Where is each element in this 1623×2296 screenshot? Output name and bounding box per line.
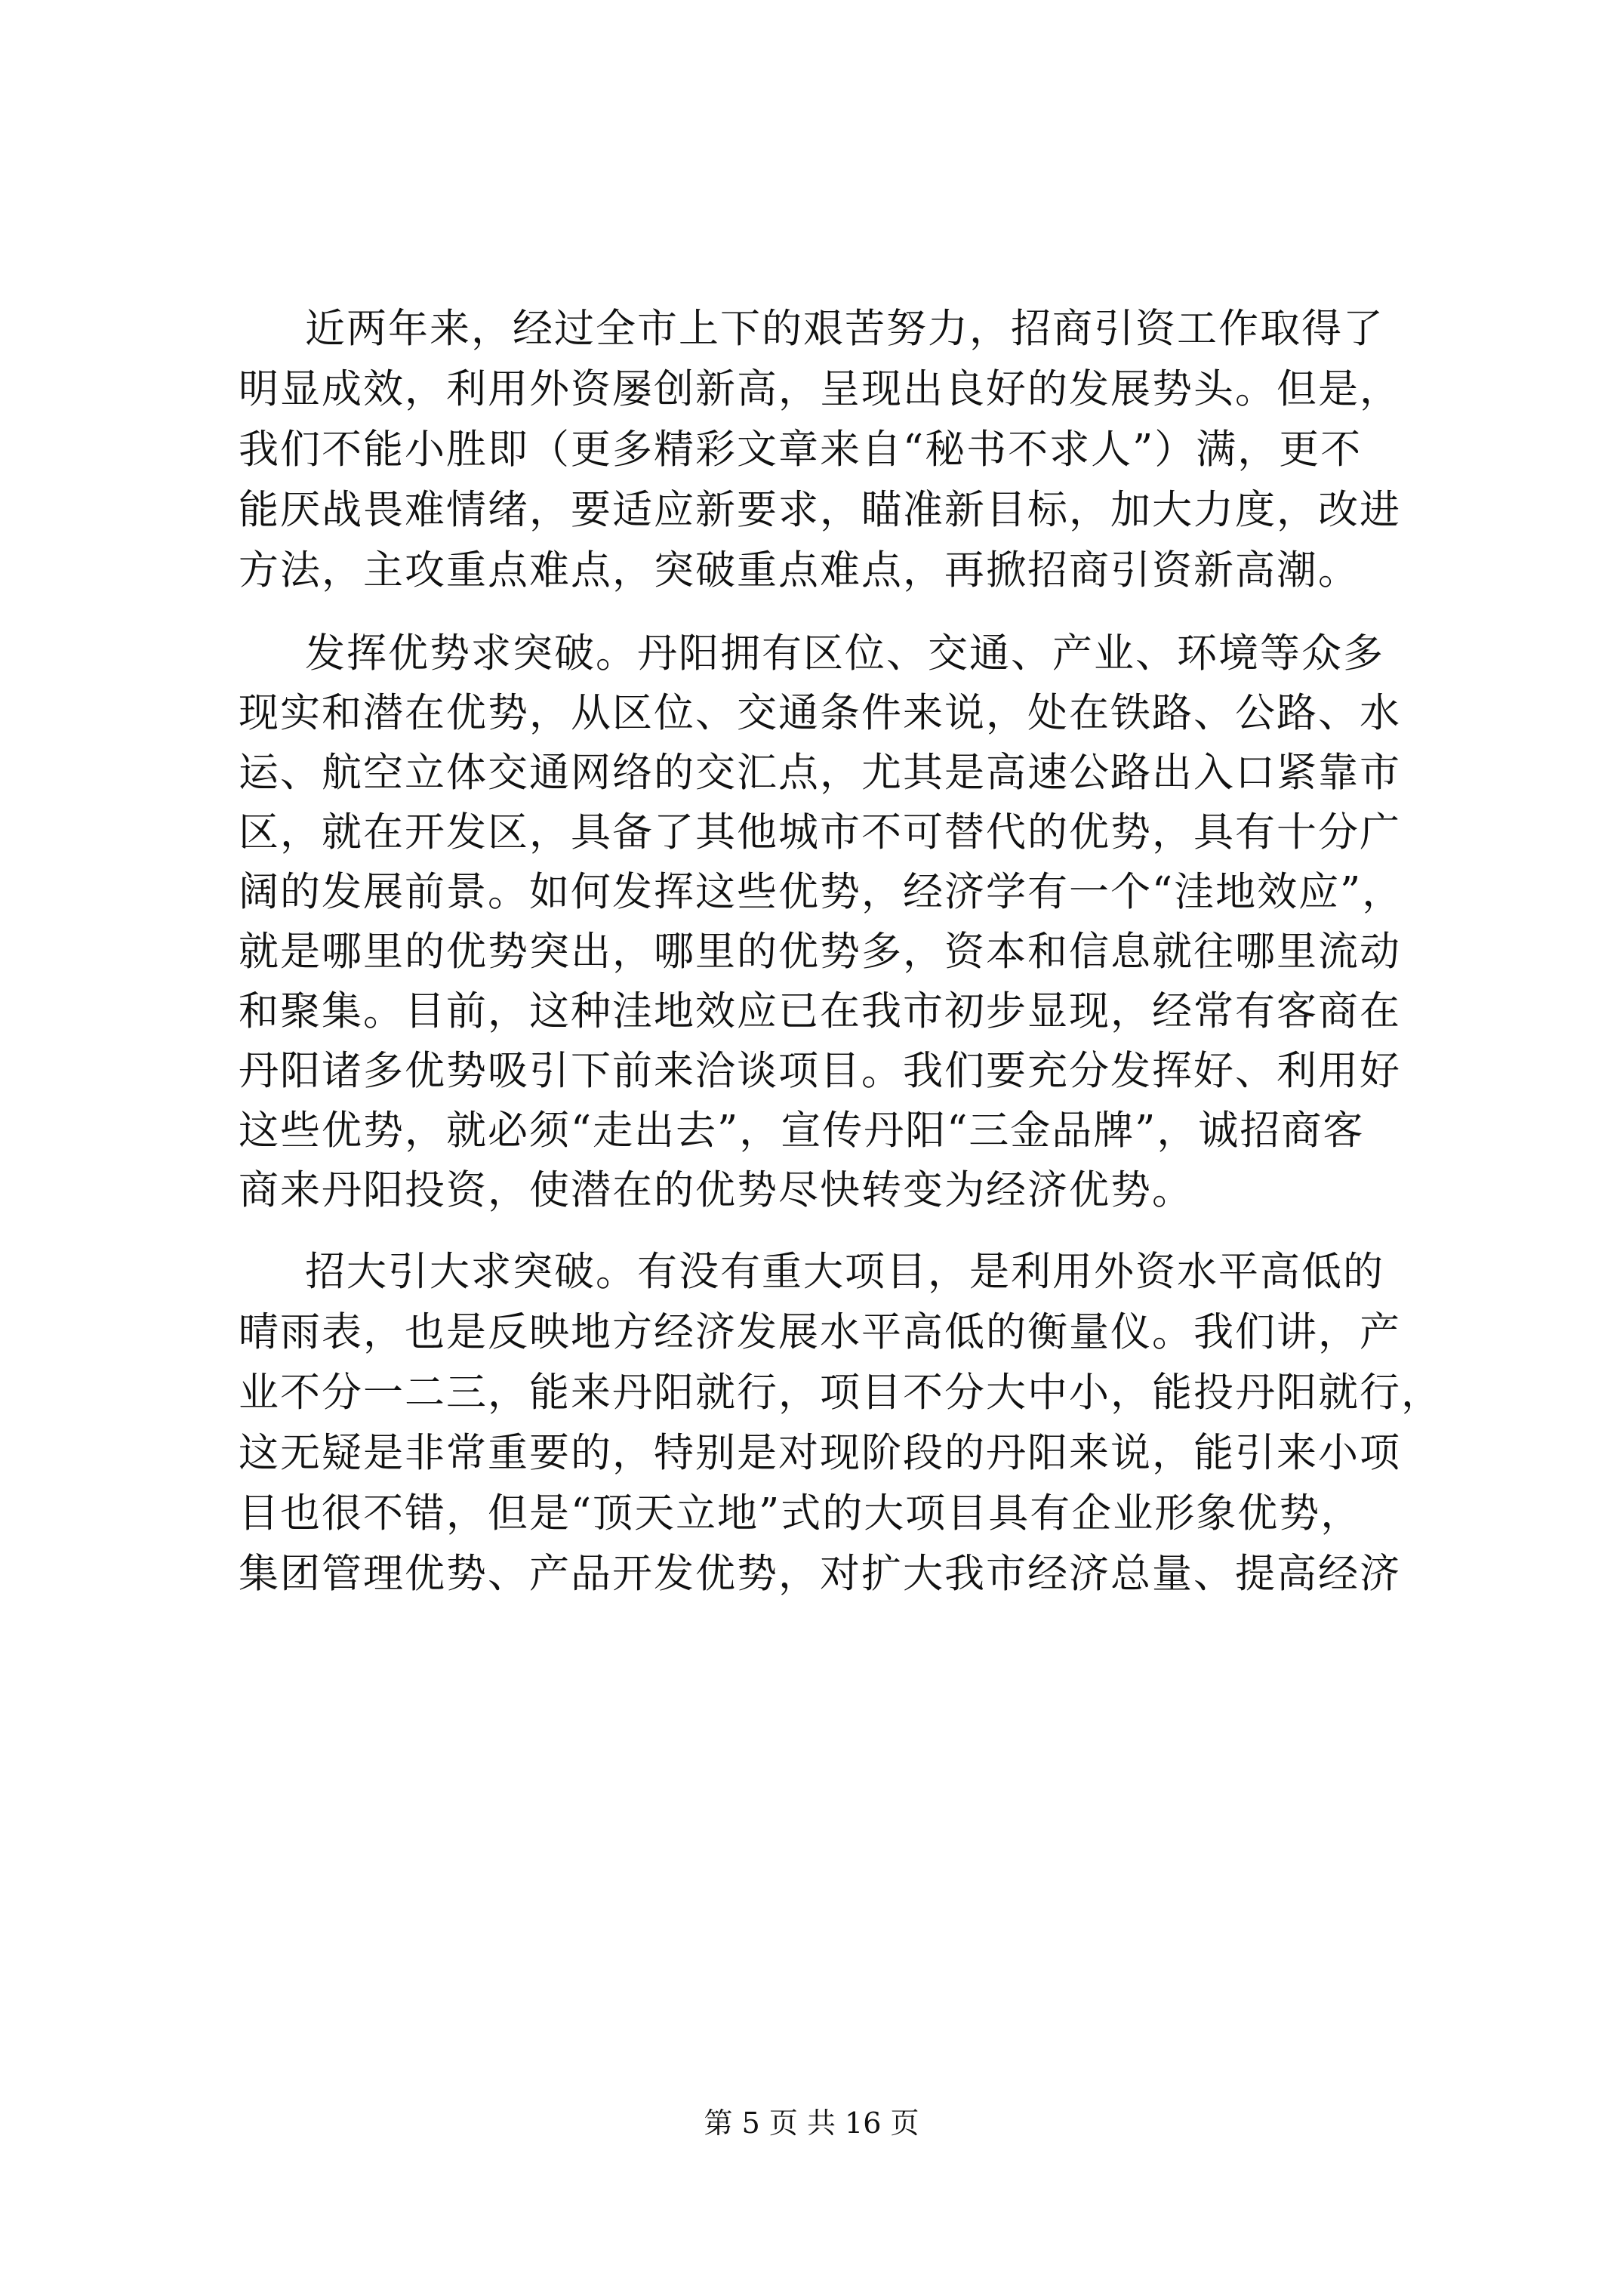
paragraph-2-line-3: 运、航空立体交通网络的交汇点，尤其是高速公路出入口紧靠市 (239, 750, 1401, 796)
paragraph-2-line-4: 区，就在开发区，具备了其他城市不可替代的优势，具有十分广 (239, 809, 1401, 855)
paragraph-3-line-4: 这无疑是非常重要的，特别是对现阶段的丹阳来说，能引来小项 (239, 1430, 1401, 1476)
paragraph-2-line-8: 丹阳诸多优势吸引下前来洽谈项目。我们要充分发挥好、利用好 (239, 1048, 1401, 1094)
paragraph-2-line-9: 这些优势，就必须“走出去”，宣传丹阳“三金品牌”，诚招商客 (239, 1108, 1365, 1154)
paragraph-3-line-3: 业不分一二三，能来丹阳就行，项目不分大中小，能投丹阳就行， (239, 1370, 1443, 1416)
paragraph-3-line-1: 招大引大求突破。有没有重大项目，是利用外资水平高低的 (305, 1249, 1384, 1295)
paragraph-3-line-2: 晴雨表，也是反映地方经济发展水平高低的衡量仪。我们讲，产 (239, 1309, 1401, 1355)
paragraph-3-line-5: 目也很不错，但是“顶天立地”式的大项目具有企业形象优势， (239, 1490, 1363, 1536)
paragraph-1-line-3: 我们不能小胜即（更多精彩文章来自“秘书不求人”）满，更不 (239, 427, 1363, 473)
paragraph-1-line-2: 明显成效，利用外资屡创新高，呈现出良好的发展势头。但是， (239, 366, 1401, 412)
paragraph-2-line-6: 就是哪里的优势突出，哪里的优势多，资本和信息就往哪里流动 (239, 929, 1401, 975)
paragraph-2-line-10: 商来丹阳投资，使潜在的优势尽快转变为经济优势。 (239, 1167, 1193, 1213)
paragraph-2-line-1: 发挥优势求突破。丹阳拥有区位、交通、产业、环境等众多 (305, 630, 1384, 676)
paragraph-1-line-5: 方法，主攻重点难点，突破重点难点，再掀招商引资新高潮。 (239, 547, 1360, 593)
paragraph-1-line-4: 能厌战畏难情绪，要适应新要求，瞄准新目标，加大力度，改进 (239, 487, 1401, 533)
page-number-footer: 第 5 页 共 16 页 (704, 2106, 919, 2140)
paragraph-3-line-6: 集团管理优势、产品开发优势，对扩大我市经济总量、提高经济 (239, 1551, 1401, 1597)
paragraph-1-line-1: 近两年来，经过全市上下的艰苦努力，招商引资工作取得了 (305, 306, 1384, 352)
paragraph-2-line-5: 阔的发展前景。如何发挥这些优势，经济学有一个“洼地效应”， (239, 869, 1404, 915)
paragraph-2-line-7: 和聚集。目前，这种洼地效应已在我市初步显现，经常有客商在 (239, 988, 1401, 1034)
paragraph-2-line-2: 现实和潜在优势，从区位、交通条件来说，处在铁路、公路、水 (239, 690, 1401, 736)
